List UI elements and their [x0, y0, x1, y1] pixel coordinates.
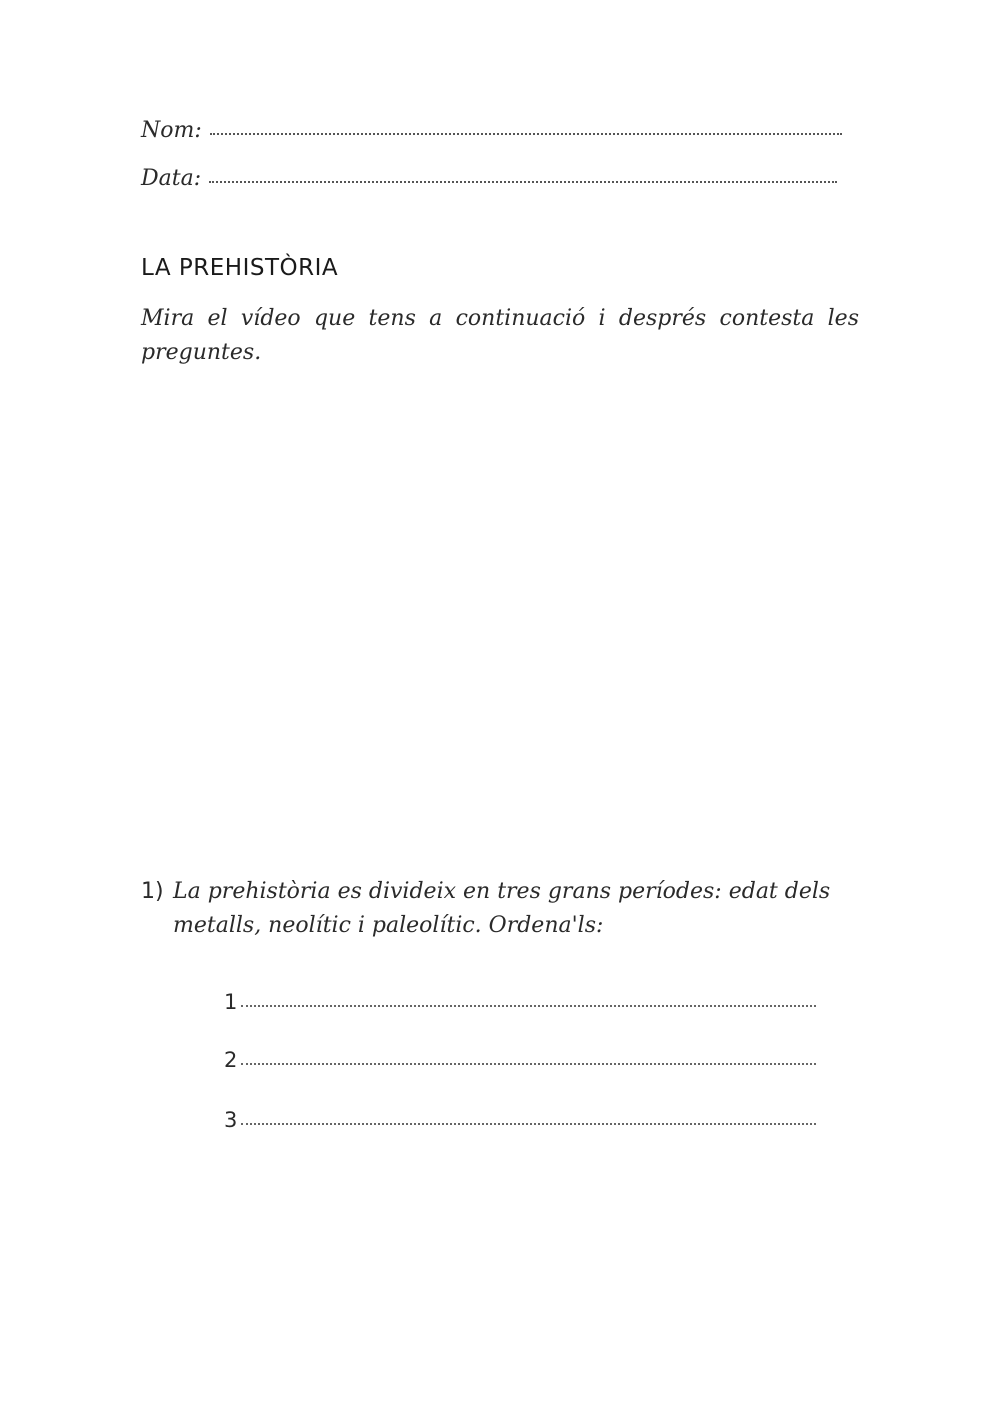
- answer-line-2: [224, 1048, 816, 1072]
- instructions: Mira el vídeo que tens a continuació i després contesta les preguntes.: [141, 306, 859, 365]
- question-number: 1): [141, 879, 164, 904]
- answer-input-3[interactable]: [241, 1121, 816, 1125]
- answer-line-3: [224, 1108, 816, 1132]
- name-label: Nom:: [141, 118, 202, 143]
- question-1: [141, 875, 861, 943]
- date-input-line[interactable]: [209, 179, 837, 183]
- name-input-line[interactable]: [210, 131, 842, 135]
- answer-number: 1: [224, 990, 238, 1014]
- answer-input-1[interactable]: [241, 1003, 816, 1007]
- date-label: Data:: [141, 166, 202, 191]
- answer-number: 3: [224, 1108, 238, 1132]
- answer-input-2[interactable]: [241, 1061, 816, 1065]
- page-title: LA PREHISTÒRIA: [141, 255, 339, 281]
- name-field: [141, 118, 842, 143]
- answer-line-1: [224, 990, 816, 1014]
- date-field: [141, 166, 837, 191]
- question-text: La prehistòria es divideix en tres grans períodes: edat dels metalls, neolític i paleolític. Ordena'ls:: [173, 879, 831, 938]
- answer-number: 2: [224, 1048, 238, 1072]
- video-placeholder: [141, 400, 859, 840]
